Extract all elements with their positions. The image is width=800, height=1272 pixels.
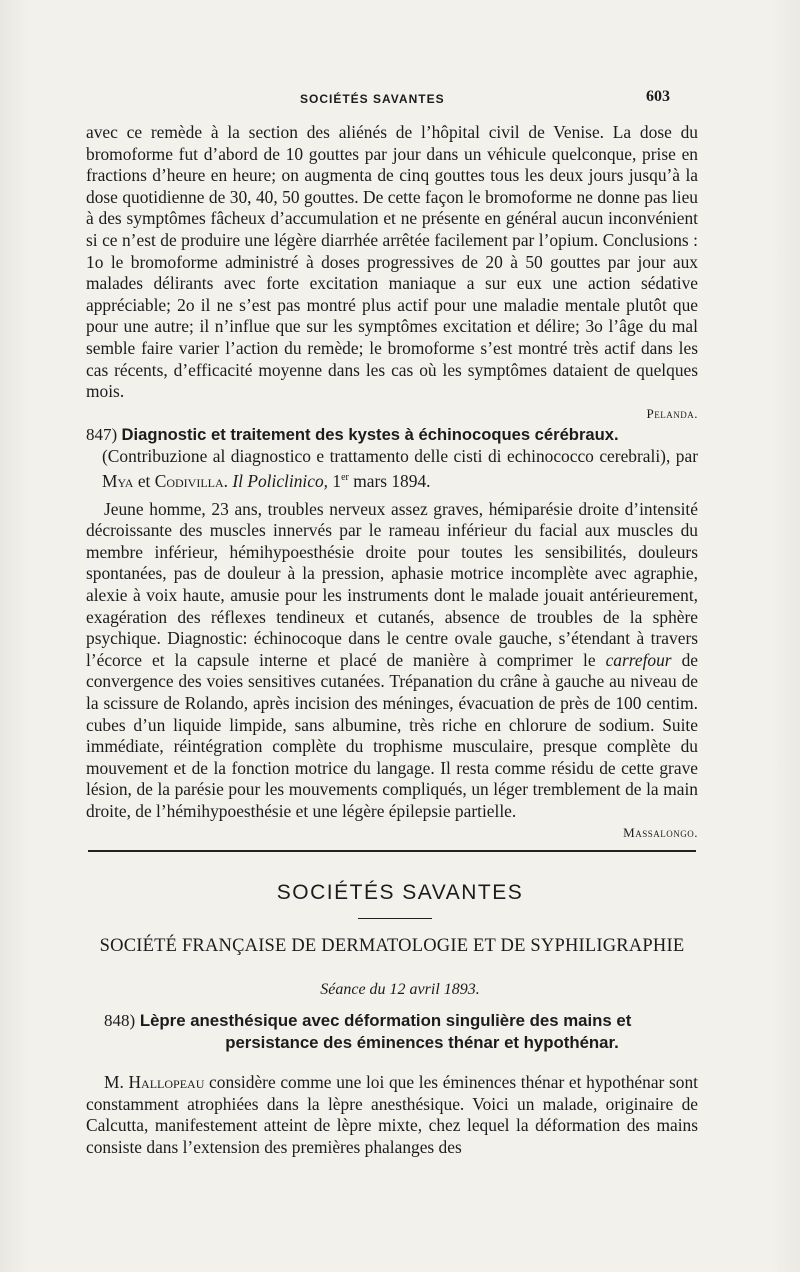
- article-848-number: 848): [104, 1011, 136, 1030]
- article-848-title-line2: persistance des éminences thénar et hypothénar.: [225, 1033, 619, 1052]
- article-847-title: Diagnostic et traitement des kystes à échinocoques cérébraux.: [121, 425, 619, 444]
- society-name: SOCIÉTÉ FRANÇAISE DE DERMATOLOGIE ET DE SYPHILIGRAPHIE: [99, 936, 685, 956]
- article-848-title-line1: Lèpre anesthésique avec déformation singulière des mains et: [139, 1011, 632, 1030]
- article-846-signature: Pelanda.: [646, 405, 698, 421]
- article-848-body: [86, 1072, 698, 1158]
- body-text: considère comme une loi que les éminences thénar et hypothénar sont constamment atrophiées dans la lèpre anesthésique. Voici un malade, originaire de Calcutta, manifestement atteint de lèpre mixte, chez lequel la déformation des mains consiste dans l’extension des premières phalanges des: [86, 1072, 699, 1157]
- article-847-signature: Massalongo.: [623, 825, 698, 841]
- author-name: M. Hallopeau: [104, 1072, 205, 1092]
- date-superscript: er: [341, 472, 349, 484]
- publication-date: [332, 471, 430, 491]
- body-text: de convergence des voies sensitives cutanées. Trépanation du crâne à gauche au niveau de la scissure de Rolando, après incision des méninges, évacuation de près de 100 centim. cubes d’un liquide limpide, sans albumine, très riche en chlorure de sodium. Suite immédiate, réintégration complète du trophisme musculaire, presque complète du mouvement et de la fonction motrice du langage. Il resta comme résidu de cette grave lésion, de la parésie pour les mouvements compliqués, un léger tremblement de la main droite, de l’hémihypoesthésie et une légère épilepsie partielle.: [86, 649, 698, 821]
- article-847-body: [86, 499, 698, 823]
- article-847-original-title: (Contribuzione al diagnostico e trattamento delle cisti di echinococco cerebrali),: [102, 445, 671, 466]
- body-text: Jeune homme, 23 ans, troubles nerveux assez graves, hémiparésie droite d’intensité décroissante des muscles innervés par le rameau inférieur du facial aux muscles du membre inférieur, hémihypoesthésie droite pour toutes les sensibilités, douleurs spontanées, pas de douleur à la pression, aphasie motrice incomplète avec agraphie, alexie à voix haute, amusie pour les instruments dont le malade jouait antérieurement, exagération des réflexes tendineux et cutanés, absence de troubles de la sphère psychique. Diagnostic: échinocoque dans le centre ovale gauche, s’étendant à travers l’écorce et la capsule interne et placé de manière à comprimer le: [86, 498, 698, 670]
- conjunction: et: [137, 470, 151, 491]
- author-name: Codivilla.: [154, 470, 229, 491]
- date-day: 1: [332, 470, 342, 491]
- article-848-heading: [104, 1010, 700, 1054]
- article-847-heading: [86, 424, 698, 446]
- article-846-body: avec ce remède à la section des aliénés de l’hôpital civil de Venise. La dose du bromoforme fut d’abord de 10 gouttes par jour dans un véhicule quelconque, prise en fractions d’heure en heure; on augmenta de cinq gouttes tous les deux jours jusqu’à la dose quotidienne de 30, 40, 50 gouttes. De cette façon le bromoforme ne donne pas lieu à des symptômes fâcheux d’accumulation et ne présente en général aucun inconvénient si ce n’est de produire une légère diarrhée arrêtée facilement par l’opium. Conclusions : 1o le bromoforme administré à doses progressives de 20 à 50 gouttes par jour aux malades délirants avec forte excitation maniaque a sur eux une action sédative appréciable; 2o il ne s’est pas montré plus actif pour une maladie mentale plutôt que pour une autre; il n’influe que sur les symptômes excitation et délire; 3o l’âge du mal semble faire varier l’action du remède; le bromoforme s’est montré très actif dans les cas récents, d’efficacité moyenne dans les cas où les symptômes dataient de quelques mois.: [86, 122, 698, 402]
- session-date: Séance du 12 avril 1893.: [320, 981, 480, 998]
- running-head: SOCIÉTÉS SAVANTES: [300, 92, 445, 106]
- journal-name: Il Policlinico,: [232, 470, 328, 491]
- date-rest: mars 1894.: [353, 470, 431, 491]
- authors-prefix: par: [675, 445, 698, 466]
- short-divider: [358, 918, 432, 919]
- article-847-number: 847): [86, 425, 118, 444]
- section-divider: [88, 850, 696, 852]
- section-title: SOCIÉTÉS SAVANTES: [276, 881, 524, 904]
- article-847: [86, 424, 698, 844]
- italic-term: carrefour: [605, 649, 672, 670]
- article-846-continuation: [86, 122, 698, 424]
- author-name: Mya: [102, 470, 134, 491]
- article-847-reference: [86, 446, 698, 493]
- page-number: 603: [646, 88, 670, 105]
